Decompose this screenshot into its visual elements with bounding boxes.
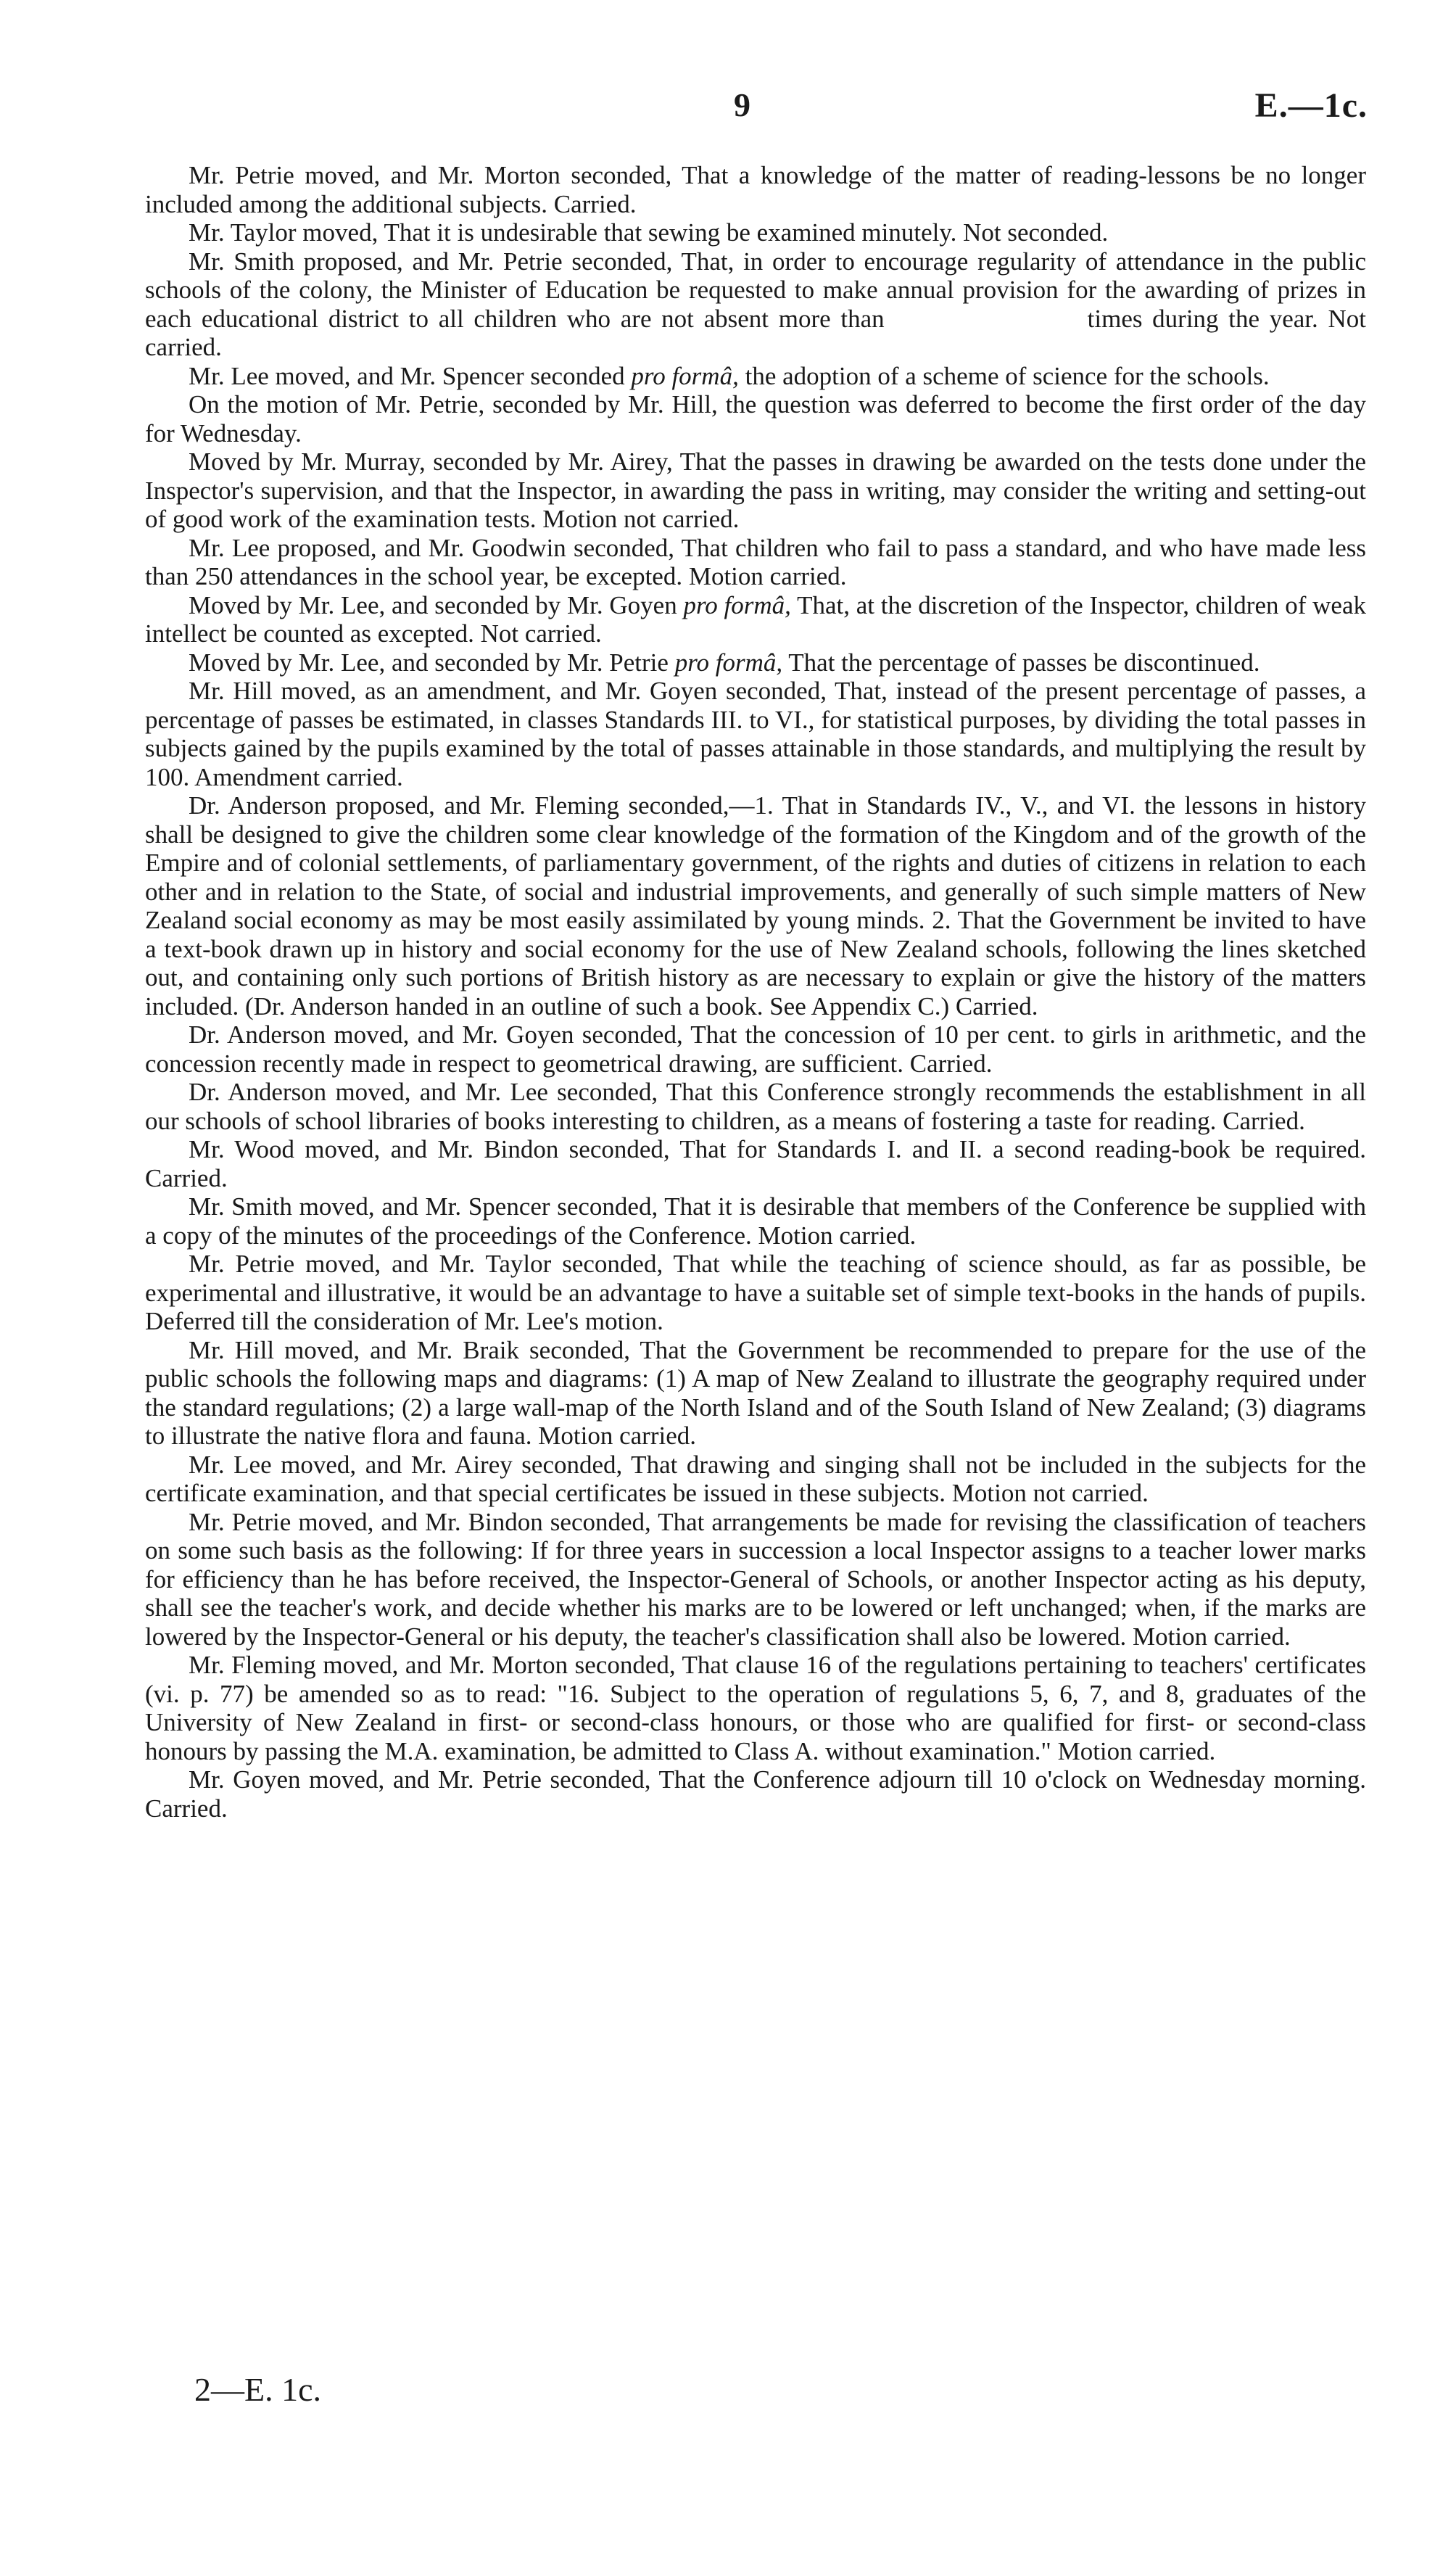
paragraph-text: Dr. Anderson proposed, and Mr. Fleming seconded,—1. That in Standards IV., V., and VI. the lessons in history shall be designed to give the children some clear knowledge of the formation of the Kingdom and of the growth of the Empire and of colonial settlements, of parliamentary government, of the rights and duties of citizens in relation to each other and in relation to the State, of social and industrial improvements, and generally of such simple matters of New Zealand social economy as may be most easily assimilated by young minds. 2. That the Government be invited to have a text-book drawn up in history and social economy for the use of New Zealand schools, following the lines sketched out, and containing only such portions of British history as are necessary to explain or give the history of the matters included. (Dr. Anderson handed in an outline of such a book. See Appendix C.) Carried. <box>145 791 1366 1020</box>
paragraph <box>145 247 1366 362</box>
paragraph-text: That, at the discretion of the Inspector, children of weak intellect be counted as excepted. Not carried. <box>145 590 1366 648</box>
paragraph-text: Mr. Smith proposed, and Mr. Petrie seconded, That, in order to encourage regularity of attendance in the public schools of the colony, the Minister of Education be requested to make annual provision for the awarding of prizes in each educational district to all children who are not absent more than <box>145 247 1366 333</box>
paragraph <box>145 1020 1366 1078</box>
paragraph-text: Dr. Anderson moved, and Mr. Goyen seconded, That the concession of 10 per cent. to girls in arithmetic, and the concession recently made in respect to geometrical drawing, are sufficient. Carried. <box>145 1020 1366 1078</box>
paragraph-text: That the percentage of passes be discontinued. <box>782 648 1260 677</box>
paragraph-text: the adoption of a scheme of science for the schools. <box>738 361 1270 390</box>
running-head: E.—1c. <box>1254 86 1368 125</box>
paragraph-text: Mr. Petrie moved, and Mr. Bindon seconded, That arrangements be made for revising the classification of teachers on some such basis as the following: If for three years in succession a local Inspector assigns to a teacher lower marks for efficiency than he has before received, the Inspector-General of Schools, or another Inspector acting as his deputy, shall see the teacher's work, and decide whether his marks are to be lowered or left unchanged; when, if the marks are lowered by the Inspector-General or his deputy, the teacher's classification shall also be lowered. Motion carried. <box>145 1507 1366 1651</box>
paragraph-text: Dr. Anderson moved, and Mr. Lee seconded, That this Conference strongly recommends the establishment in all our schools of school libraries of books interesting to children, as a means of fostering a taste for reading. Carried. <box>145 1078 1366 1135</box>
paragraph <box>145 1078 1366 1135</box>
paragraph-text: Mr. Lee moved, and Mr. Spencer seconded <box>189 361 632 390</box>
paragraph <box>145 161 1366 218</box>
paragraph-text: Moved by Mr. Lee, and seconded by Mr. Petrie <box>189 648 675 677</box>
paragraph <box>145 1192 1366 1250</box>
paragraph-text: times during the year. Not carried. <box>145 304 1366 361</box>
paragraph <box>145 1336 1366 1451</box>
paragraph <box>145 1508 1366 1651</box>
italic-phrase: pro formâ, <box>631 361 739 390</box>
italic-phrase: pro formâ, <box>683 590 791 619</box>
paragraph <box>145 677 1366 791</box>
paragraph-text: Moved by Mr. Murray, seconded by Mr. Airey, That the passes in drawing be awarded on the tests done under the Inspector's supervision, and that the Inspector, in awarding the pass in writing, may consider the writing and setting-out of good work of the examination tests. Motion not carried. <box>145 448 1366 533</box>
paragraph-text: Mr. Wood moved, and Mr. Bindon seconded, That for Standards I. and II. a second reading-book be required. Carried. <box>145 1135 1366 1192</box>
paragraph-text: On the motion of Mr. Petrie, seconded by Mr. Hill, the question was deferred to become the first order of the day for Wednesday. <box>145 390 1366 448</box>
paragraph <box>145 1765 1366 1823</box>
paragraph <box>145 362 1366 391</box>
paragraph-text: Mr. Hill moved, and Mr. Braik seconded, That the Government be recommended to prepare for the use of the public schools the following maps and diagrams: (1) A map of New Zealand to illustrate the geography required under the standard regulations; (2) a large wall-map of the North Island and of the South Island of New Zealand; (3) diagrams to illustrate the native flora and fauna. Motion carried. <box>145 1335 1366 1450</box>
page-number: 9 <box>734 86 750 123</box>
italic-phrase: pro formâ, <box>674 648 783 677</box>
signature-mark: 2—E. 1c. <box>194 2371 322 2408</box>
paragraph-text: Mr. Lee proposed, and Mr. Goodwin seconded, That children who fail to pass a standard, and who have made less than 250 attendances in the school year, be excepted. Motion carried. <box>145 533 1366 590</box>
paragraph-text: Mr. Fleming moved, and Mr. Morton seconded, That clause 16 of the regulations pertaining to teachers' certificates (vi. p. 77) be amended so as to read: "16. Subject to the operation of regulations 5, 6, 7, and 8, graduates of the University of New Zealand in first- or second-class honours, or those who are qualified for first- or second-class honours by passing the M.A. examination, be admitted to Class A. without examination." Motion carried. <box>145 1651 1366 1765</box>
paragraph-text: Mr. Hill moved, as an amendment, and Mr. Goyen seconded, That, instead of the present percentage of passes, a percentage of passes be estimated, in classes Standards III. to VI., for statistical purposes, by dividing the total passes in subjects gained by the pupils examined by the total of passes attainable in those standards, and multiplying the result by 100. Amendment carried. <box>145 677 1366 791</box>
paragraph-text: Mr. Petrie moved, and Mr. Taylor seconded, That while the teaching of science should, as far as possible, be experimental and illustrative, it would be an advantage to have a suitable set of simple text-books in the hands of pupils. Deferred till the consideration of Mr. Lee's motion. <box>145 1250 1366 1335</box>
paragraph <box>145 1451 1366 1508</box>
paragraph <box>145 218 1366 247</box>
paragraph <box>145 534 1366 591</box>
paragraph-text: Mr. Taylor moved, That it is undesirable that sewing be examined minutely. Not seconded. <box>189 218 1109 247</box>
paragraph <box>145 1651 1366 1765</box>
paragraph-text: Mr. Smith moved, and Mr. Spencer seconded, That it is desirable that members of the Conference be supplied with a copy of the minutes of the proceedings of the Conference. Motion carried. <box>145 1192 1366 1250</box>
paragraph-text: Moved by Mr. Lee, and seconded by Mr. Goyen <box>189 590 684 619</box>
paragraph <box>145 1250 1366 1336</box>
paragraph <box>145 1135 1366 1192</box>
paragraph-text: Mr. Petrie moved, and Mr. Morton seconded, That a knowledge of the matter of reading-lessons be no longer included among the additional subjects. Carried. <box>145 161 1366 218</box>
paragraph-text: Mr. Lee moved, and Mr. Airey seconded, That drawing and singing shall not be included in the subjects for the certificate examination, and that special certificates be issued in these subjects. Motion not carried. <box>145 1450 1366 1507</box>
paragraph <box>145 390 1366 448</box>
minutes-body <box>145 161 1366 1823</box>
paragraph <box>145 591 1366 648</box>
paragraph-text: Mr. Goyen moved, and Mr. Petrie seconded, That the Conference adjourn till 10 o'clock on Wednesday morning. Carried. <box>145 1765 1366 1823</box>
paragraph <box>145 448 1366 534</box>
paragraph <box>145 648 1366 677</box>
paragraph <box>145 791 1366 1020</box>
